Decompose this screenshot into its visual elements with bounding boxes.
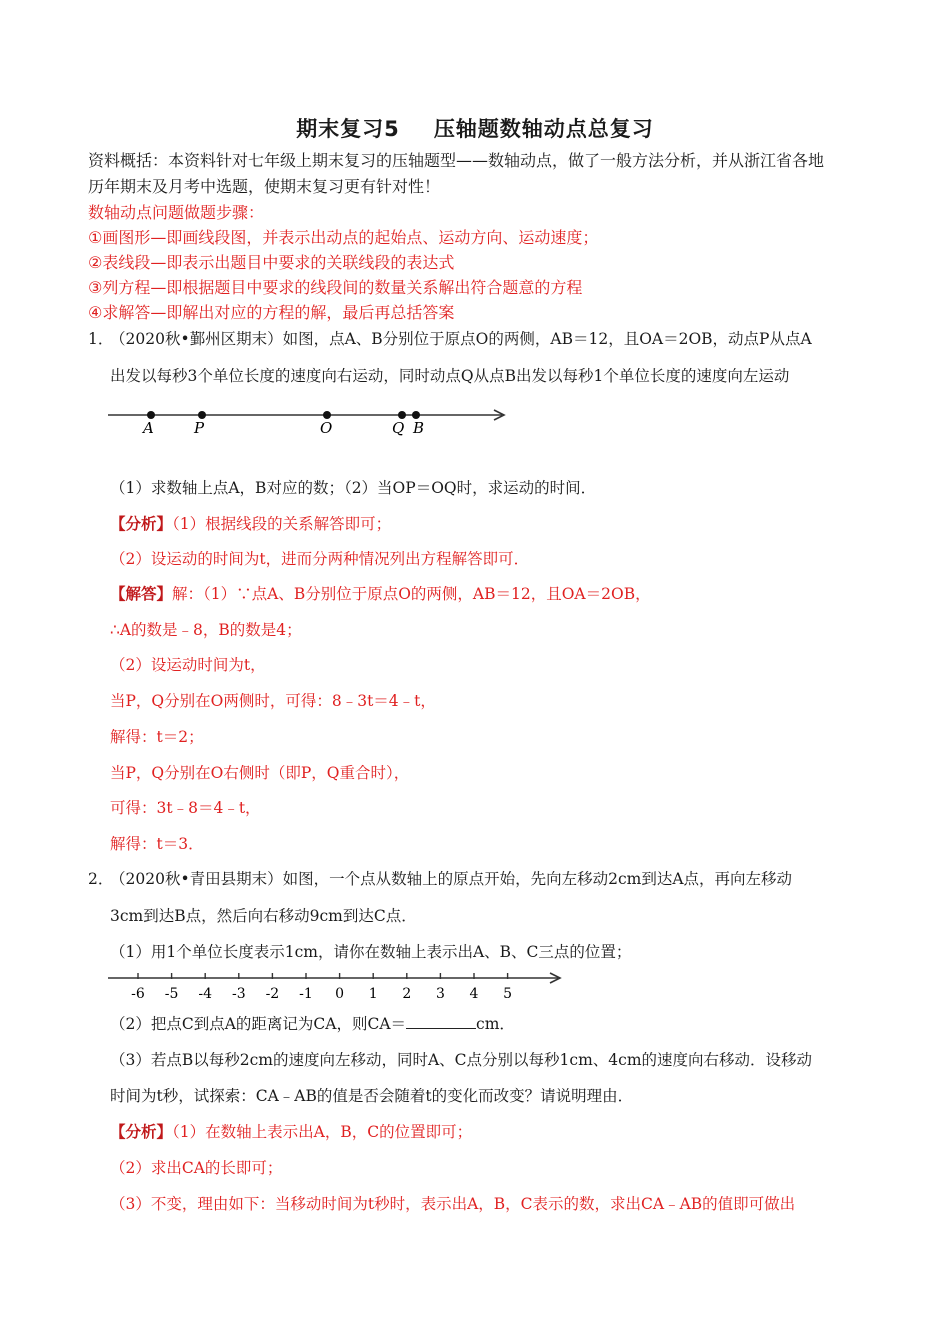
q1-answer4: 当P，Q分别在O两侧时，可得：8﹣3t＝4﹣t， xyxy=(110,692,436,710)
q1-number: 1． xyxy=(88,330,114,348)
q1-label-p: P xyxy=(194,419,205,437)
q1-point-q xyxy=(398,411,406,419)
q2-tick-label: -3 xyxy=(231,986,246,1002)
step-1: ①画图形—即画线段图，并表示出动点的起始点、运动方向、运动速度； xyxy=(88,228,599,247)
q1-label-q: Q xyxy=(392,419,405,437)
q2-tick-label: -4 xyxy=(198,986,213,1002)
title-part1: 期末复习5 xyxy=(296,117,400,141)
q1-answer2: ∴A的数是﹣8，B的数是4； xyxy=(110,621,302,639)
q2-tick-label: -2 xyxy=(265,986,280,1002)
q2-tick-label: 0 xyxy=(335,986,345,1002)
q1-point-b xyxy=(412,411,420,419)
intro-line2: 历年期末及月考中选题，使期末复习更有针对性！ xyxy=(88,177,441,196)
q2-tick-label: 1 xyxy=(368,986,378,1002)
q2-tick-label: -6 xyxy=(131,986,145,1002)
page-title xyxy=(0,113,950,143)
q1-label-a: A xyxy=(143,419,154,437)
q1-answer6: 当P，Q分别在O右侧时（即P，Q重合时）， xyxy=(110,764,410,782)
q2-sub2-unit: cm． xyxy=(476,1015,515,1033)
steps-heading: 数轴动点问题做题步骤： xyxy=(88,203,265,222)
q1-answer8: 解得：t＝3． xyxy=(110,835,204,853)
q2-sub3-line1: （3）若点B以每秒2cm的速度向左移动，同时A、C点分别以每秒1cm、4cm的速度向右移动．设移动 xyxy=(110,1051,813,1069)
q1-sub: （1）求数轴上点A，B对应的数；（2）当OP＝OQ时，求运动的时间． xyxy=(110,479,597,497)
q1-analysis2: （2）设运动的时间为t，进而分两种情况列出方程解答即可． xyxy=(110,550,530,568)
q2-analysis2: （2）求出CA的长即可； xyxy=(110,1159,283,1177)
q1-point-o xyxy=(323,411,331,419)
q1-answer5: 解得：t＝2； xyxy=(110,728,204,746)
q2-number: 2． xyxy=(88,870,114,888)
q1-answer1: 解：（1）∵点A、B分别位于原点O的两侧，AB＝12，且OA＝2OB， xyxy=(172,585,651,603)
q2-tick-label: 2 xyxy=(402,986,412,1002)
q2-sub3-line2: 时间为t秒，试探索：CA﹣AB的值是否会随着t的变化而改变？请说明理由． xyxy=(110,1087,634,1105)
q1-answer-tag: 【解答】 xyxy=(110,584,173,603)
q2-line1: （2020秋•青田县期末）如图，一个点从数轴上的原点开始，先向左移动2cm到达A点，再向左移动 xyxy=(110,870,793,888)
intro-line1: 资料概括：本资料针对七年级上期末复习的压轴题型——数轴动点，做了一般方法分析，并从浙江省各地 xyxy=(88,151,825,170)
step-4: ④求解答—即解出对应的方程的解，最后再总括答案 xyxy=(88,303,455,322)
q1-line2: 出发以每秒3个单位长度的速度向右运动，同时动点Q从点B出发以每秒1个单位长度的速度向左运动 xyxy=(110,367,790,385)
q2-answer-blank[interactable] xyxy=(406,1014,476,1029)
q1-label-b: B xyxy=(413,419,425,437)
q1-point-a xyxy=(147,411,155,419)
q1-answer3: （2）设运动时间为t， xyxy=(110,656,266,674)
title-part2: 压轴题数轴动点总复习 xyxy=(433,117,654,141)
q2-analysis1: （1）在数轴上表示出A，B，C的位置即可； xyxy=(172,1123,473,1141)
q1-line1: （2020秋•鄞州区期末）如图，点A、B分别位于原点O的两侧，AB＝12，且OA＝2OB，动点P从点A xyxy=(110,330,812,348)
q2-line2: 3cm到达B点，然后向右移动9cm到达C点． xyxy=(110,907,417,925)
q2-analysis-tag: 【分析】 xyxy=(110,1122,173,1141)
q2-tick-label: 5 xyxy=(503,986,513,1002)
q2-analysis3: （3）不变，理由如下：当移动时间为t秒时，表示出A，B，C表示的数，求出CA﹣AB的值即可做出 xyxy=(110,1195,796,1213)
q2-sub2-text: （2）把点C到点A的距离记为CA，则CA＝ xyxy=(110,1015,407,1033)
q2-number-line-figure xyxy=(100,970,570,1002)
q1-analysis1: （1）根据线段的关系解答即可； xyxy=(172,515,392,533)
q1-analysis-tag: 【分析】 xyxy=(110,514,173,533)
step-2: ②表线段—即表示出题目中要求的关联线段的表达式 xyxy=(88,253,455,272)
q1-label-o: O xyxy=(320,419,333,437)
q2-tick-label: -5 xyxy=(164,986,179,1002)
q2-tick-label: -1 xyxy=(299,986,313,1002)
q2-sub1: （1）用1个单位长度表示1cm，请你在数轴上表示出A、B、C三点的位置； xyxy=(110,943,632,961)
q1-number-line-figure xyxy=(100,400,520,440)
q2-tick-label: 4 xyxy=(469,986,479,1002)
step-3: ③列方程—即根据题目中要求的线段间的数量关系解出符合题意的方程 xyxy=(88,278,583,297)
q1-answer7: 可得：3t﹣8＝4﹣t， xyxy=(110,799,261,817)
q1-point-p xyxy=(198,411,206,419)
q2-tick-label: 3 xyxy=(435,986,445,1002)
